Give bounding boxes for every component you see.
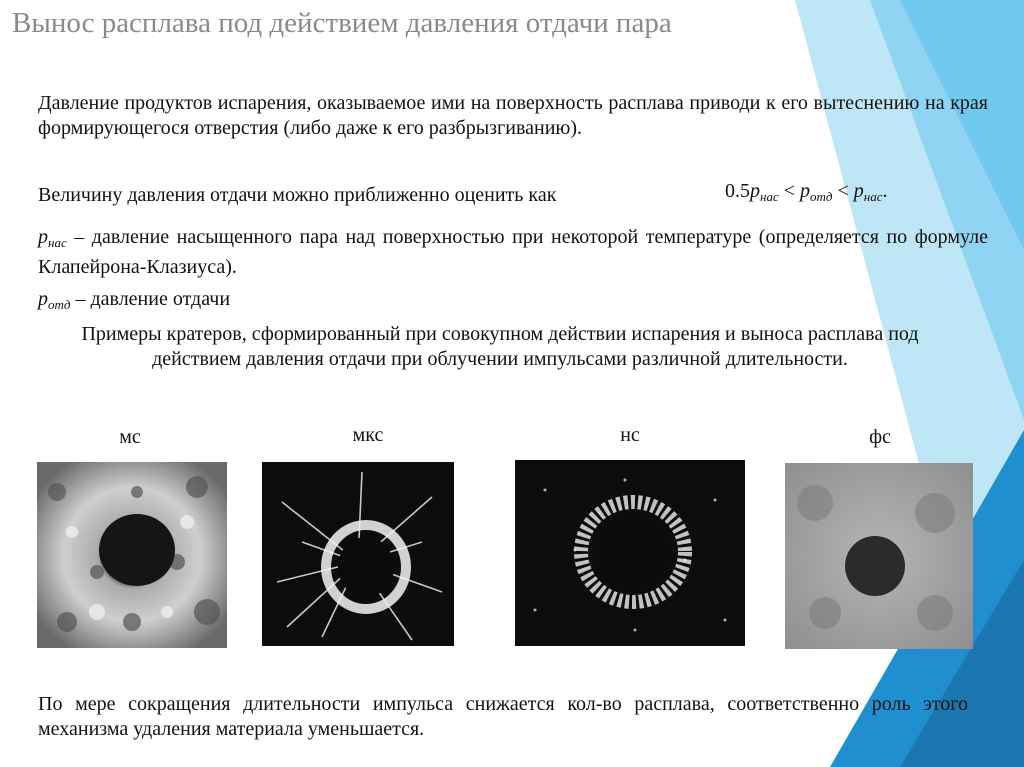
crater-image-ns [515, 460, 745, 646]
label-mks: мкс [352, 424, 384, 446]
label-fs: фс [869, 426, 891, 448]
conclusion-paragraph: По мере сокращения длительности импульса снижается кол-во расплава, соответственно роль этого механизма удаления материала уменьшается. [38, 693, 968, 740]
crater-image-fs [785, 463, 973, 649]
def2-symbol: p [38, 288, 48, 310]
def2-subscript: отд [48, 297, 71, 312]
formula-end: . [882, 180, 888, 202]
def1-symbol: p [38, 226, 48, 248]
definition-saturated-pressure [38, 225, 988, 280]
paragraph-vapor-pressure: Давление продуктов испарения, оказываемое ими на поверхность расплава приводи к его вытеснению на края формирующегося отверстия (либо даже к его разбрызгиванию). [38, 92, 988, 139]
figure-caption: Примеры кратеров, сформированный при совокупном действии испарения и выноса расплава под действием давления отдачи при облучении импульсами различной длительности. [81, 323, 919, 370]
definition-recoil-pressure [38, 287, 638, 317]
label-ms: мс [119, 426, 141, 448]
formula-less-than-2: < [837, 180, 849, 202]
formula-sub-sat-2: нас [863, 189, 883, 204]
def1-text: – давление насыщенного пара над поверхностью при некоторой температуре (определяется по формуле Клапейрона-Клазиуса). [38, 226, 988, 278]
paragraph-recoil-estimate: Величину давления отдачи можно приближенно оценить как [38, 184, 557, 206]
slide-title: Вынос расплава под действием давления отдачи пара [12, 7, 672, 39]
label-ns: нс [620, 424, 640, 446]
formula-sub-rec: отд [810, 189, 833, 204]
crater-image-ms [37, 462, 227, 648]
formula-p-sat-2: p [853, 180, 864, 202]
def2-text: – давление отдачи [70, 288, 231, 310]
formula-p-sat: p [750, 180, 760, 202]
def1-subscript: нас [48, 235, 67, 250]
formula-p-rec: p [800, 180, 811, 202]
crater-image-mks [262, 462, 454, 646]
recoil-pressure-formula [725, 180, 888, 205]
formula-less-than-1: < [783, 180, 796, 202]
formula-sub-sat: нас [760, 189, 779, 204]
formula-coefficient: 0.5 [725, 180, 750, 202]
